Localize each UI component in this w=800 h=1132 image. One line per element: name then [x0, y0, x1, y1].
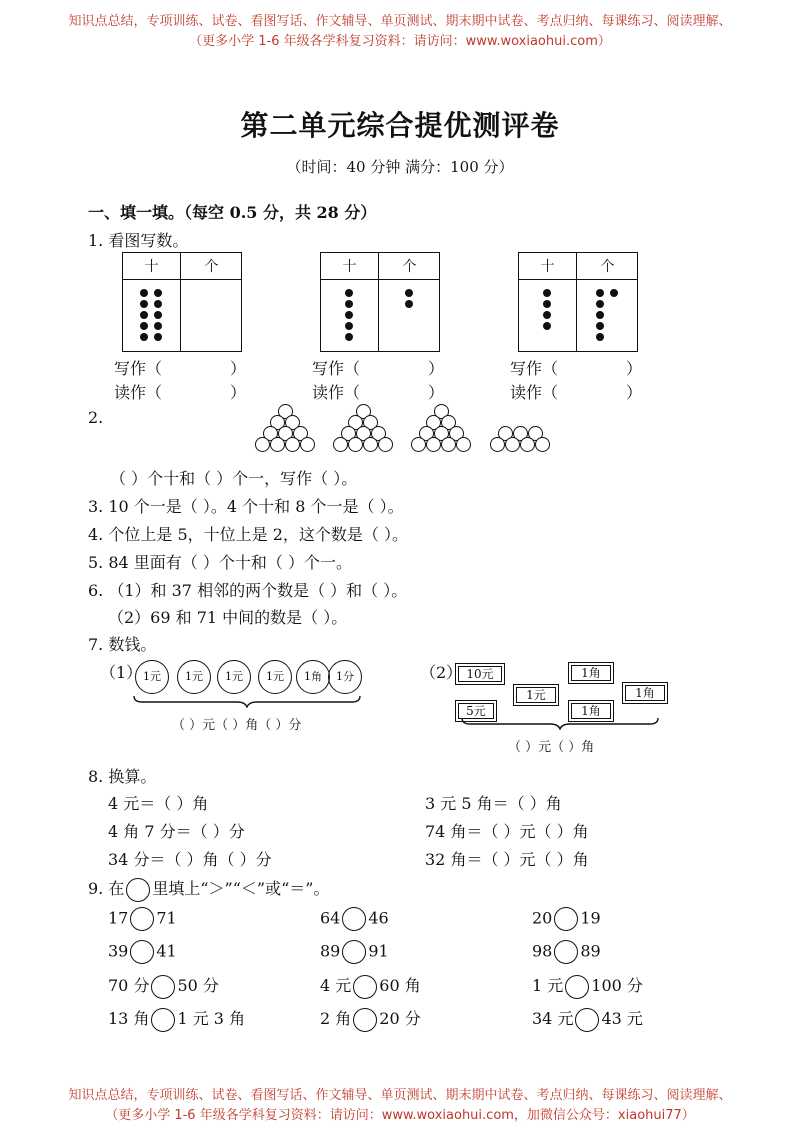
question-2-label: 2.	[88, 408, 104, 427]
answer-circle[interactable]	[575, 1008, 599, 1032]
compare-right: 1 元 3 角	[177, 1009, 246, 1028]
compare-left: 98	[532, 941, 553, 961]
compare-right: 41	[156, 941, 177, 961]
comparison-item	[108, 907, 177, 931]
counter-dot	[543, 289, 551, 297]
answer-circle[interactable]	[130, 940, 154, 964]
comparison-item	[108, 1006, 245, 1032]
comparison-item	[320, 907, 389, 931]
question-7-label: 7. 数钱。	[88, 635, 157, 654]
read-as-line	[510, 380, 642, 403]
ball	[456, 437, 471, 452]
place-value-chart	[518, 252, 638, 352]
ball	[378, 437, 393, 452]
write-as-line	[312, 356, 444, 379]
compare-circle-icon	[126, 878, 150, 902]
read-as-label: 读作（	[510, 383, 559, 402]
answer-circle[interactable]	[342, 907, 366, 931]
header-banner-line1: 知识点总结，专项训练、试卷、看图写话、作文辅导、单页测试、期末期中试卷、考点归纳、每课练习、阅读理解、	[68, 14, 732, 29]
header-banner-line2: （更多小学 1-6 年级各学科复习资料：请访问：www.woxiaohui.com）	[189, 34, 611, 49]
footer-banner-line2: （更多小学 1-6 年级各学科复习资料：请访问：www.woxiaohui.com，加微信公众号：xiaohui77）	[105, 1108, 695, 1123]
counter-dot	[345, 322, 353, 330]
comparison-item	[320, 973, 421, 999]
answer-circle[interactable]	[130, 907, 154, 931]
q9-label-start: 9. 在	[88, 879, 125, 898]
banknote: 1角	[568, 700, 614, 722]
compare-left: 64	[320, 908, 341, 928]
ones-label: 个	[402, 259, 417, 275]
section-heading: 一、填一填。（每空 0.5 分，共 28 分）	[88, 203, 377, 222]
conversion-2: 3 元 5 角＝（ ）角	[425, 794, 562, 813]
counter-dot	[543, 300, 551, 308]
counter-dot	[140, 300, 148, 308]
footer-banner-line1: 知识点总结，专项训练、试卷、看图写话、作文辅导、单页测试、期末期中试卷、考点归纳、每课练习、阅读理解、	[68, 1088, 732, 1103]
compare-right: 19	[580, 908, 601, 928]
counter-dot	[543, 311, 551, 319]
ball	[426, 437, 441, 452]
counter-dot	[405, 289, 413, 297]
coin: 1元	[135, 660, 169, 694]
ball	[363, 437, 378, 452]
counter-dot	[154, 333, 162, 341]
conversion-1: 4 元＝（ ）角	[108, 794, 209, 813]
coin: 1元	[177, 660, 211, 694]
counter-dot	[345, 311, 353, 319]
compare-left: 34 元	[532, 1009, 574, 1028]
chart-divider	[576, 253, 577, 351]
compare-right: 43 元	[601, 1009, 643, 1028]
compare-right: 91	[368, 941, 389, 961]
ball	[535, 437, 550, 452]
conversion-3: 4 角 7 分＝（ ）分	[108, 822, 245, 841]
coin: 1元	[258, 660, 292, 694]
counter-dot	[543, 322, 551, 330]
counter-dot	[596, 322, 604, 330]
tens-label: 十	[540, 259, 555, 275]
counter-dot	[596, 300, 604, 308]
compare-left: 17	[108, 908, 129, 928]
counter-dot	[596, 333, 604, 341]
counter-dot	[140, 311, 148, 319]
answer-circle[interactable]	[151, 1008, 175, 1032]
close-paren: ）	[428, 359, 445, 378]
ball	[348, 437, 363, 452]
compare-left: 20	[532, 908, 553, 928]
ones-label: 个	[600, 259, 615, 275]
comparison-item	[320, 1006, 421, 1032]
compare-left: 39	[108, 941, 129, 961]
counter-dot	[405, 300, 413, 308]
ones-label: 个	[204, 259, 219, 275]
answer-circle[interactable]	[554, 940, 578, 964]
read-as-label: 读作（	[312, 383, 361, 402]
banknote: 1元	[513, 684, 559, 706]
ball	[333, 437, 348, 452]
question-5: 5. 84 里面有（ ）个十和（ ）个一。	[88, 553, 352, 572]
read-as-label: 读作（	[114, 383, 163, 402]
write-as-label: 写作（	[510, 359, 559, 378]
banknote: 10元	[455, 663, 505, 685]
answer-circle[interactable]	[353, 975, 377, 999]
question-4: 4. 个位上是 5，十位上是 2，这个数是（ ）。	[88, 525, 408, 544]
counter-dot	[596, 311, 604, 319]
compare-right: 100 分	[591, 976, 643, 995]
page-title: 第二单元综合提优测评卷	[240, 109, 560, 142]
conversion-4: 74 角＝（ ）元（ ）角	[425, 822, 589, 841]
counter-dot	[140, 333, 148, 341]
close-paren: ）	[230, 383, 247, 402]
compare-right: 71	[156, 908, 177, 928]
ball	[520, 437, 535, 452]
compare-right: 20 分	[379, 1009, 421, 1028]
write-as-line	[510, 356, 642, 379]
coin: 1元	[217, 660, 251, 694]
compare-left: 89	[320, 941, 341, 961]
write-as-label: 写作（	[312, 359, 361, 378]
comparison-item	[532, 940, 601, 964]
comparison-item	[532, 907, 601, 931]
question-6b: （2）69 和 71 中间的数是（ ）。	[108, 608, 348, 627]
compare-right: 50 分	[177, 976, 219, 995]
tens-label: 十	[342, 259, 357, 275]
read-as-line	[312, 380, 444, 403]
conversion-5: 34 分＝（ ）角（ ）分	[108, 850, 272, 869]
chart-divider	[180, 253, 181, 351]
banknote: 5元	[455, 700, 497, 722]
chart-divider	[378, 253, 379, 351]
comparison-item	[532, 1006, 643, 1032]
write-as-label: 写作（	[114, 359, 163, 378]
question-6a: 6. （1）和 37 相邻的两个数是（ ）和（ ）。	[88, 581, 408, 600]
answer-circle[interactable]	[353, 1008, 377, 1032]
counter-dot	[596, 289, 604, 297]
banknote: 1角	[568, 662, 614, 684]
answer-circle[interactable]	[554, 907, 578, 931]
question-8-label: 8. 换算。	[88, 767, 157, 786]
coin: 1角	[296, 660, 330, 694]
close-paren: ）	[626, 383, 643, 402]
brace-1	[132, 694, 362, 708]
coin: 1分	[328, 660, 362, 694]
ball	[505, 437, 520, 452]
ball	[300, 437, 315, 452]
q7-part1-label: （1）	[100, 663, 143, 682]
ball	[285, 437, 300, 452]
compare-right: 46	[368, 908, 389, 928]
write-as-line	[114, 356, 246, 379]
brace-2	[460, 716, 660, 730]
question-9-label	[88, 876, 329, 902]
counter-dot	[154, 289, 162, 297]
counter-dot	[140, 289, 148, 297]
counter-dot	[154, 300, 162, 308]
answer-circle[interactable]	[565, 975, 589, 999]
close-paren: ）	[230, 359, 247, 378]
compare-right: 89	[580, 941, 601, 961]
q9-label-end: 里填上“＞”“＜”或“＝”。	[152, 879, 330, 898]
ball	[441, 437, 456, 452]
ball	[255, 437, 270, 452]
q7-part2-label: （2）	[420, 663, 463, 682]
counter-dot	[610, 289, 618, 297]
compare-right: 60 角	[379, 976, 421, 995]
answer-circle[interactable]	[151, 975, 175, 999]
counter-dot	[140, 322, 148, 330]
comparison-item	[320, 940, 389, 964]
ball	[411, 437, 426, 452]
counter-dot	[154, 322, 162, 330]
compare-left: 4 元	[320, 976, 352, 995]
read-as-line	[114, 380, 246, 403]
place-value-chart	[122, 252, 242, 352]
place-value-chart	[320, 252, 440, 352]
tens-label: 十	[144, 259, 159, 275]
compare-left: 13 角	[108, 1009, 150, 1028]
banknote: 1角	[622, 682, 668, 704]
ball	[490, 437, 505, 452]
close-paren: ）	[626, 359, 643, 378]
comparison-item	[108, 973, 219, 999]
ball	[270, 437, 285, 452]
compare-left: 70 分	[108, 976, 150, 995]
counter-dot	[345, 333, 353, 341]
comparison-item	[532, 973, 643, 999]
q7-answer-2: （ ）元（ ）角	[508, 740, 595, 755]
question-2-text: （ ）个十和（ ）个一，写作（ ）。	[110, 469, 358, 488]
close-paren: ）	[428, 383, 445, 402]
counter-dot	[345, 289, 353, 297]
compare-left: 2 角	[320, 1009, 352, 1028]
page-subtitle: （时间：40 分钟 满分：100 分）	[286, 158, 514, 176]
q7-answer-1: （ ）元（ ）角（ ）分	[172, 718, 302, 733]
answer-circle[interactable]	[342, 940, 366, 964]
question-3: 3. 10 个一是（ ）。4 个十和 8 个一是（ ）。	[88, 497, 404, 516]
counter-dot	[345, 300, 353, 308]
question-1-label: 1. 看图写数。	[88, 231, 189, 250]
compare-left: 1 元	[532, 976, 564, 995]
comparison-item	[108, 940, 177, 964]
counter-dot	[154, 311, 162, 319]
conversion-6: 32 角＝（ ）元（ ）角	[425, 850, 589, 869]
